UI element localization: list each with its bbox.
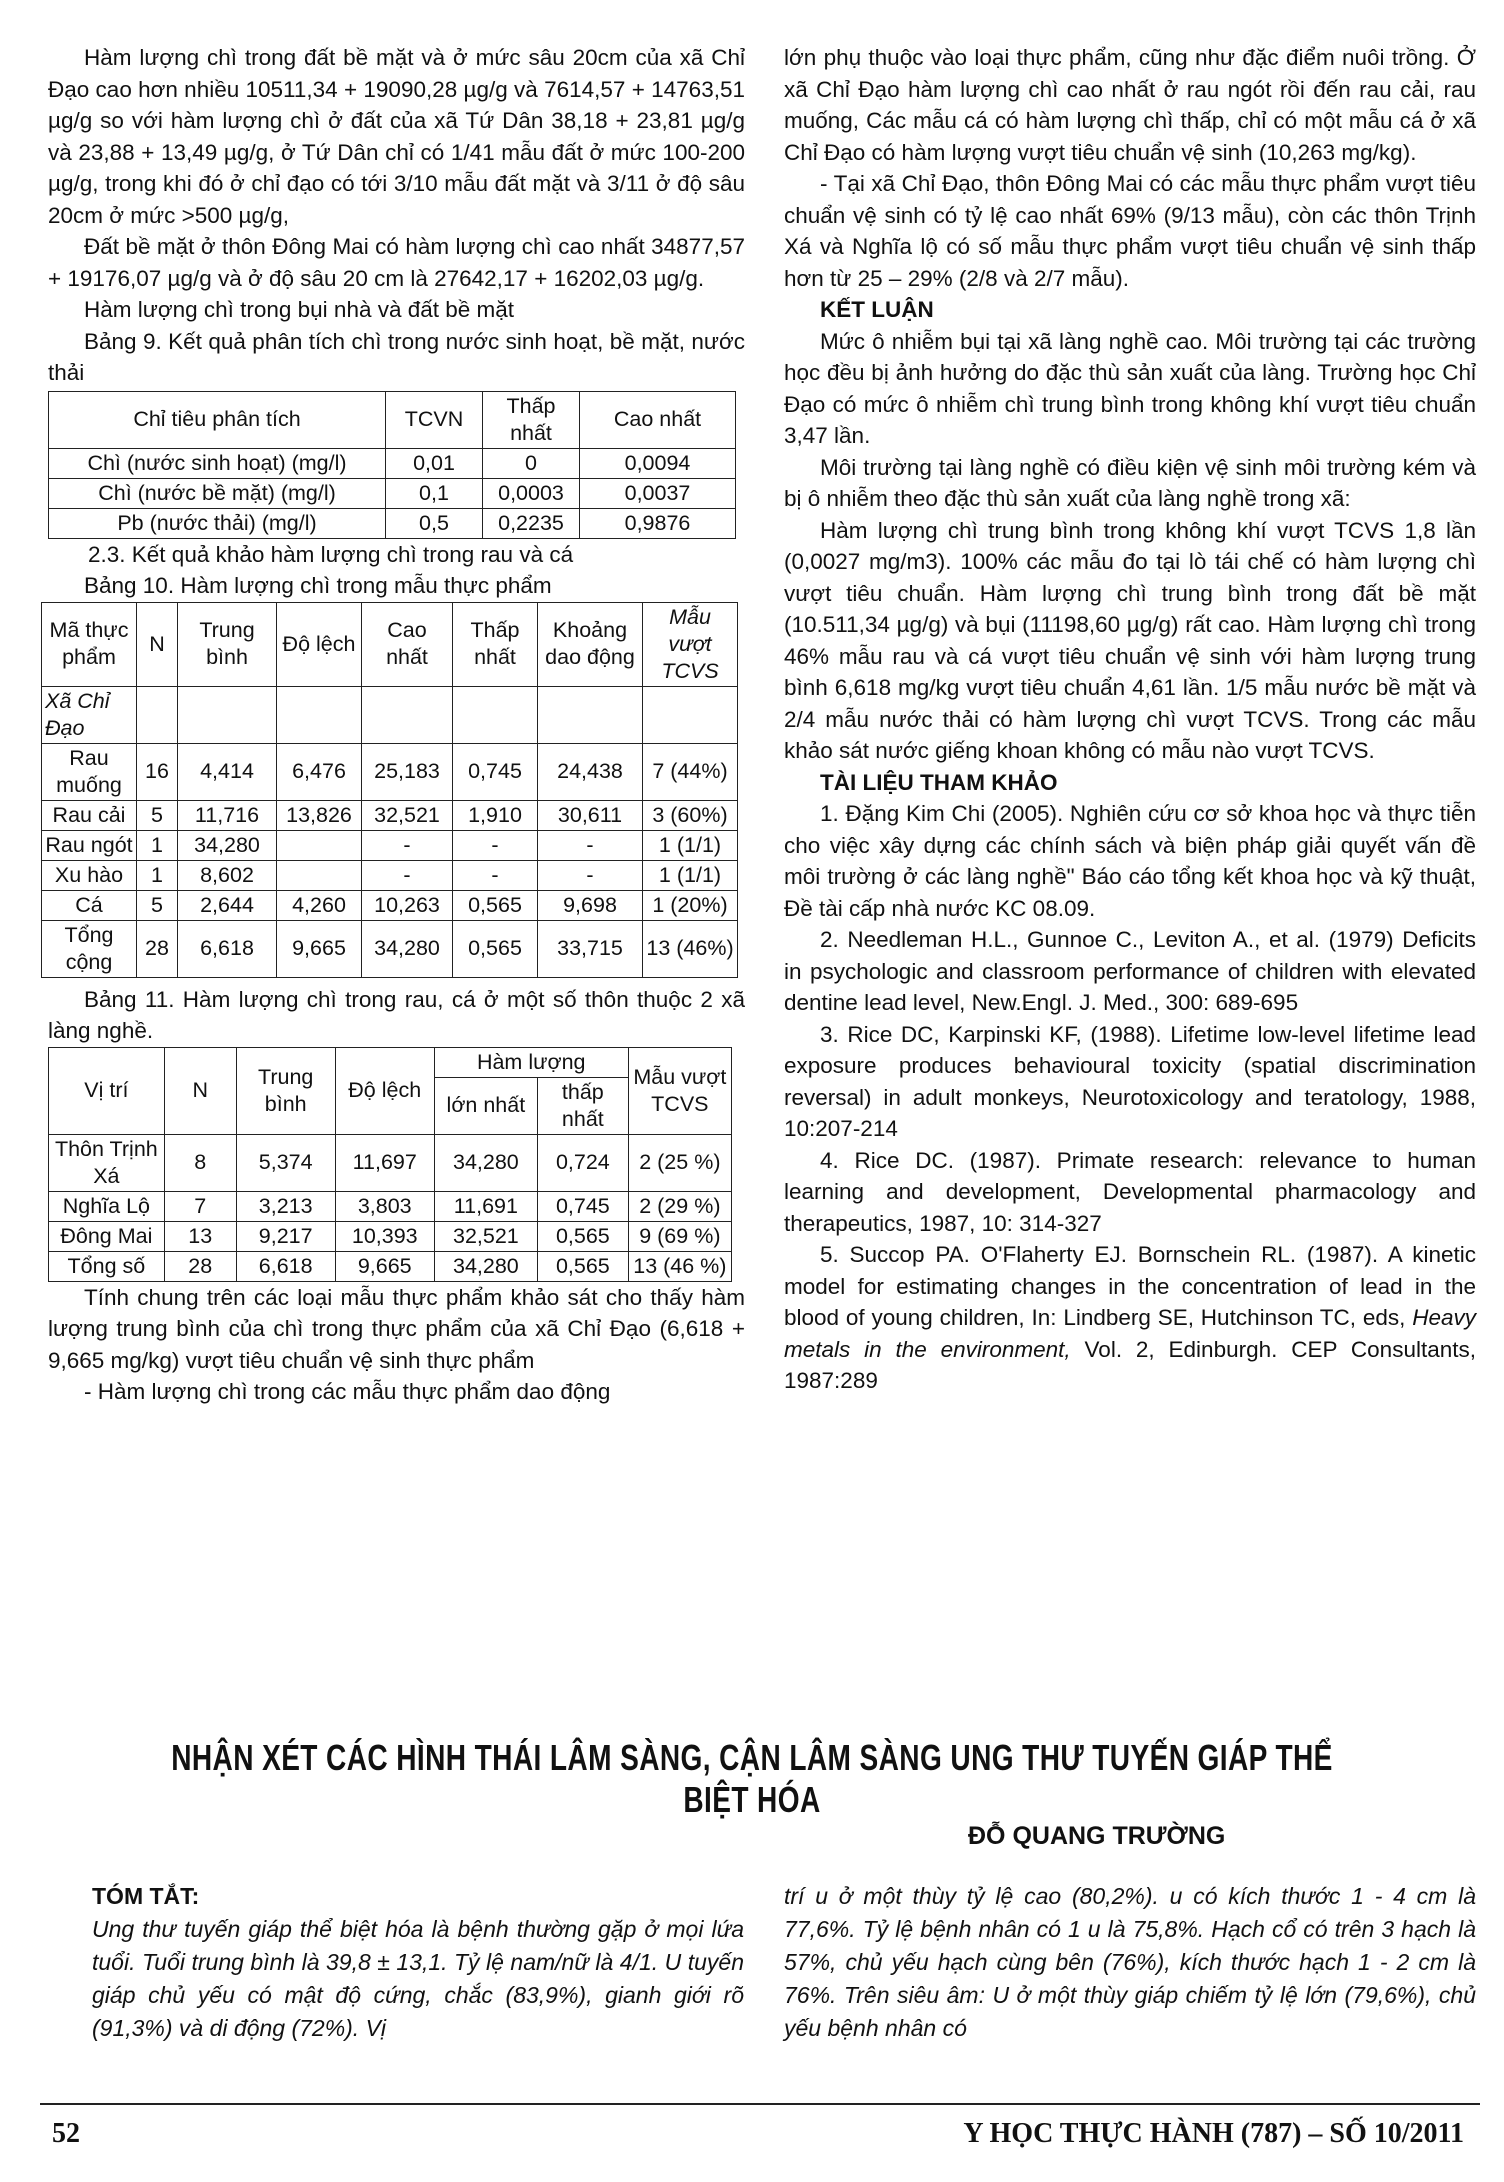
table-cell: 9,698 — [538, 890, 643, 920]
table-row — [42, 830, 738, 860]
reference-item: 2. Needleman H.L., Gunnoe C., Leviton A., et al. (1979) Deficits in psychologic and classroom performance of children with elevated dentine lead level, New.Engl. J. Med., 300: 689-695 — [784, 927, 1476, 1015]
table-cell: 0,724 — [537, 1134, 628, 1191]
table-cell: 2 (25 %) — [628, 1134, 731, 1191]
reference-book-title: Heavy metals in the environment, — [784, 1305, 1476, 1362]
left-column — [45, 42, 745, 1408]
table-cell: 0,9876 — [580, 508, 736, 538]
table-cell: Nghĩa Lộ — [49, 1191, 165, 1221]
reference-item: 1. Đặng Kim Chi (2005). Nghiên cứu cơ sở khoa học và thực tiễn cho việc xây dựng các chính sách và biện pháp giải quyết vấn đề môi trường ở các làng nghề" Báo cáo tổng kết khoa học và kỹ thuật, Đề tài cấp nhà nước KC 08.09. — [784, 801, 1476, 921]
paragraph: Đất bề mặt ở thôn Đông Mai có hàm lượng chì cao nhất 34877,57 + 19176,07 µg/g và ở độ sâu 20 cm là 27642,17 + 16202,03 µg/g. — [48, 234, 745, 291]
table-cell: Xu hào — [42, 860, 137, 890]
table11-caption: Bảng 11. Hàm lượng chì trong rau, cá ở một số thôn thuộc 2 xã làng nghề. — [48, 986, 745, 1043]
table-row — [49, 508, 736, 538]
table-cell: - — [362, 860, 453, 890]
table-cell: 0 — [483, 448, 580, 478]
table-group-row — [42, 686, 738, 743]
table-cell: 1 (20%) — [643, 890, 738, 920]
table-header: lớn nhất — [434, 1077, 537, 1134]
table-cell: Chì (nước sinh hoạt) (mg/l) — [49, 448, 386, 478]
table-cell: 34,280 — [178, 830, 277, 860]
table10 — [41, 602, 738, 978]
table-cell: Rau cải — [42, 800, 137, 830]
table-cell: 5 — [137, 890, 178, 920]
subheading: Hàm lượng chì trong bụi nhà và đất bề mặt — [84, 297, 515, 322]
table-header-row — [49, 391, 736, 448]
paragraph: Hàm lượng chì trung bình trong không khí vượt TCVS 1,8 lần (0,0027 mg/m3). 100% các mẫu đo tại lò tái chế có hàm lượng chì vượt tiêu chuẩn. Hàm lượng chì trung bình trong đất bề mặt (10.511,34 µg/g) và bụi (11198,60 µg/g) rất cao. Hàm lượng chì trong 46% mẫu rau và cá vượt tiêu chuẩn vệ sinh với hàm lượng trung bình 6,618 mg/kg vượt tiêu chuẩn 4,61 lần. 1/5 mẫu nước bề mặt và 2/4 mẫu nước thải có hàm lượng chì vượt TCVS. Trong các mẫu khảo sát nước giếng khoan không có mẫu nào vượt TCVS. — [784, 517, 1476, 763]
footer-divider — [40, 2103, 1480, 2105]
paragraph: Môi trường tại làng nghề có điều kiện vệ sinh môi trường kém và bị ô nhiễm theo đặc thù sản xuất của làng nghề trong xã: — [784, 454, 1476, 511]
conclusion-heading: KẾT LUẬN — [820, 297, 934, 322]
table-cell: 6,476 — [277, 743, 362, 800]
table-cell: 9 (69 %) — [628, 1221, 731, 1251]
table-cell: 11,697 — [335, 1134, 434, 1191]
table-cell: 25,183 — [362, 743, 453, 800]
table-cell: 0,01 — [386, 448, 483, 478]
table-cell: 0,745 — [453, 743, 538, 800]
table-cell: 16 — [137, 743, 178, 800]
section-heading: 2.3. Kết quả khảo hàm lượng chì trong rau và cá — [88, 541, 574, 567]
table-cell: 0,565 — [537, 1251, 628, 1281]
paragraph: Mức ô nhiễm bụi tại xã làng nghề cao. Môi trường tại các trường học đều bị ảnh hưởng do đặc thù sản xuất của làng. Trường học Chỉ Đạo có mức ô nhiễm chì trung bình trong không khí vượt tiêu chuẩn 3,47 lần. — [784, 328, 1476, 448]
abstract-heading: TÓM TẮT: — [92, 1883, 200, 1909]
table-header: Mẫu vượt TCVS — [643, 602, 738, 686]
table-header: Mẫu vượt TCVS — [628, 1047, 731, 1134]
table-cell: 10,263 — [362, 890, 453, 920]
table-row — [49, 448, 736, 478]
table-cell: 6,618 — [178, 920, 277, 977]
abstract-right: trí u ở một thùy tỷ lệ cao (80,2%). u có kích thước 1 - 4 cm là 77,6%. Tỷ lệ bệnh nhân có 1 u là 75,8%. Hạch cổ có trên 3 hạch là 57%, chủ yếu hạch cùng bên (76%), kích thước hạch 1 - 2 cm là 76%. Trên siêu âm: U ở một thùy giáp chiếm tỷ lệ lớn (79,6%), chủ yếu bệnh nhân có — [784, 1883, 1476, 2041]
references-heading: TÀI LIỆU THAM KHẢO — [820, 769, 1058, 795]
table-cell: 28 — [137, 920, 178, 977]
table-cell: 13,826 — [277, 800, 362, 830]
table-header: Chỉ tiêu phân tích — [49, 391, 386, 448]
table-cell: 13 (46%) — [643, 920, 738, 977]
table-cell: - — [538, 830, 643, 860]
table-cell: 0,565 — [537, 1221, 628, 1251]
table-cell: 0,565 — [453, 920, 538, 977]
table-row — [42, 743, 738, 800]
table-cell: 0,0094 — [580, 448, 736, 478]
table-cell: 32,521 — [362, 800, 453, 830]
table-header: Vị trí — [49, 1047, 165, 1134]
table-cell: 5 — [137, 800, 178, 830]
table-cell: Đông Mai — [49, 1221, 165, 1251]
table-row — [49, 1191, 732, 1221]
table-cell: 1,910 — [453, 800, 538, 830]
table-cell: 3,213 — [236, 1191, 335, 1221]
table-cell: 11,716 — [178, 800, 277, 830]
table-row — [42, 890, 738, 920]
table-header-row — [42, 602, 738, 686]
table-cell: 4,260 — [277, 890, 362, 920]
table-cell: Cá — [42, 890, 137, 920]
table-header-row — [49, 1047, 732, 1077]
table-cell: 24,438 — [538, 743, 643, 800]
table-cell: 2,644 — [178, 890, 277, 920]
article-author: ĐỖ QUANG TRƯỜNG — [968, 1822, 1226, 1850]
table-cell: 6,618 — [236, 1251, 335, 1281]
table-group-label: Xã Chỉ Đạo — [42, 686, 137, 743]
table-cell: 0,745 — [537, 1191, 628, 1221]
abstract-left — [92, 1880, 744, 2045]
table-cell: - — [538, 860, 643, 890]
table-cell: Tổng cộng — [42, 920, 137, 977]
table-cell: - — [453, 860, 538, 890]
table9 — [48, 391, 736, 539]
table11 — [48, 1047, 732, 1282]
paragraph: Tính chung trên các loại mẫu thực phẩm khảo sát cho thấy hàm lượng trung bình của chì trong thực phẩm của xã Chỉ Đạo (6,618 + 9,665 mg/kg) vượt tiêu chuẩn vệ sinh thực phẩm — [48, 1284, 745, 1373]
table-cell: 13 — [164, 1221, 236, 1251]
table-cell: 32,521 — [434, 1221, 537, 1251]
table-header: Độ lệch — [277, 602, 362, 686]
table-header: Khoảng dao động — [538, 602, 643, 686]
table-cell: 1 — [137, 860, 178, 890]
table-cell: 7 (44%) — [643, 743, 738, 800]
table-row — [42, 800, 738, 830]
paragraph: Hàm lượng chì trong đất bề mặt và ở mức sâu 20cm của xã Chỉ Đạo cao hơn nhiều 10511,34 + 19090,28 µg/g và 7614,57 + 14763,51 µg/g so với hàm lượng chì ở đất của xã Tứ Dân 38,18 + 23,81 µg/g và 23,88 + 13,49 µg/g, ở Tứ Dân chỉ có 1/41 mẫu đất ở mức 100-200 µg/g, trong khi đó ở chỉ đạo có tới 3/10 mẫu đất mặt và 3/11 ở độ sâu 20cm ở mức >500 µg/g, — [48, 45, 745, 228]
table-cell: 30,611 — [538, 800, 643, 830]
table-row — [49, 1134, 732, 1191]
table-cell: 7 — [164, 1191, 236, 1221]
reference-item — [784, 1239, 1476, 1397]
table-cell: 1 — [137, 830, 178, 860]
table-cell: Thôn Trịnh Xá — [49, 1134, 165, 1191]
table-header: Cao nhất — [580, 391, 736, 448]
table-cell: 0,0037 — [580, 478, 736, 508]
table-cell: 9,217 — [236, 1221, 335, 1251]
table-header: N — [137, 602, 178, 686]
table-header: thấp nhất — [537, 1077, 628, 1134]
table-cell: 0,565 — [453, 890, 538, 920]
table9-caption: Bảng 9. Kết quả phân tích chì trong nước sinh hoạt, bề mặt, nước thải — [48, 328, 745, 385]
table-cell — [277, 830, 362, 860]
table-cell: - — [453, 830, 538, 860]
table-cell: 2 (29 %) — [628, 1191, 731, 1221]
table-row — [42, 860, 738, 890]
table-cell: 11,691 — [434, 1191, 537, 1221]
paragraph: lớn phụ thuộc vào loại thực phẩm, cũng như đặc điểm nuôi trồng. Ở xã Chỉ Đạo hàm lượng chì cao nhất ở rau ngót rồi đến rau cải, rau muống, Các mẫu cá có hàm lượng chì thấp, chỉ có một mẫu cá ở xã Chỉ Đạo có hàm lượng vượt tiêu chuẩn vệ sinh (10,263 mg/kg). — [784, 45, 1476, 165]
table-row — [42, 920, 738, 977]
table-cell: 3 (60%) — [643, 800, 738, 830]
table-cell: 33,715 — [538, 920, 643, 977]
reference-item: 3. Rice DC, Karpinski KF, (1988). Lifetime low-level lifetime lead exposure produces behavioural toxicity (spatial discrimination reversal) in adult monkeys, Neurotoxicology and teratology, 1988, 10:207-214 — [784, 1021, 1476, 1141]
reference-item: 4. Rice DC. (1987). Primate research: relevance to human learning and development, Developmental pharmacology and therapeutics, 1987, 10: 314-327 — [784, 1147, 1476, 1236]
table-cell: Rau ngót — [42, 830, 137, 860]
table-header: Thấp nhất — [483, 391, 580, 448]
table-cell: Rau muống — [42, 743, 137, 800]
table-cell: 8 — [164, 1134, 236, 1191]
journal-name: Y HỌC THỰC HÀNH (787) – SỐ 10/2011 — [963, 2118, 1464, 2149]
table-cell: 9,665 — [335, 1251, 434, 1281]
table-cell: 4,414 — [178, 743, 277, 800]
table-cell: 34,280 — [434, 1134, 537, 1191]
abstract-text: Ung thư tuyến giáp thể biệt hóa là bệnh thường gặp ở mọi lứa tuổi. Tuổi trung bình là 39,8 ± 13,1. Tỷ lệ nam/nữ là 4/1. U tuyến giáp chủ yếu có mật độ cứng, chắc (83,9%), gianh giới rõ (91,3%) và di động (72%). Vị — [92, 1916, 744, 2041]
table-cell: 9,665 — [277, 920, 362, 977]
table-header: Độ lệch — [335, 1047, 434, 1134]
table-header: Trung bình — [178, 602, 277, 686]
table-header: N — [164, 1047, 236, 1134]
table-header: TCVN — [386, 391, 483, 448]
table-cell: 0,0003 — [483, 478, 580, 508]
right-column — [784, 42, 1476, 1397]
table-cell: 13 (46 %) — [628, 1251, 731, 1281]
table-header: Trung bình — [236, 1047, 335, 1134]
table-row — [49, 478, 736, 508]
table10-caption: Bảng 10. Hàm lượng chì trong mẫu thực phẩm — [84, 573, 552, 598]
table-cell: 8,602 — [178, 860, 277, 890]
table-header: Cao nhất — [362, 602, 453, 686]
table-cell: Chì (nước bề mặt) (mg/l) — [49, 478, 386, 508]
paragraph: - Hàm lượng chì trong các mẫu thực phẩm dao động — [84, 1379, 611, 1404]
article-title: NHẬN XÉT CÁC HÌNH THÁI LÂM SÀNG, CẬN LÂM SÀNG UNG THƯ TUYẾN GIÁP THỂ BIỆT HÓA — [171, 1737, 1333, 1820]
reference-text: 5. Succop PA. O'Flaherty EJ. Bornschein RL. (1987). A kinetic model for estimating changes in the concentration of lead in the blood of young children, In: Lindberg SE, Hutchinson TC, eds, — [784, 1242, 1476, 1330]
table-cell: 28 — [164, 1251, 236, 1281]
table-cell: 34,280 — [362, 920, 453, 977]
table-cell: 0,2235 — [483, 508, 580, 538]
table-cell: 5,374 — [236, 1134, 335, 1191]
table-cell: 1 (1/1) — [643, 860, 738, 890]
table-row — [49, 1251, 732, 1281]
page-number: 52 — [52, 2118, 80, 2149]
table-header: Thấp nhất — [453, 602, 538, 686]
table-header: Hàm lượng — [434, 1047, 628, 1077]
paragraph: - Tại xã Chỉ Đạo, thôn Đông Mai có các mẫu thực phẩm vượt tiêu chuẩn vệ sinh có tỷ lệ cao nhất 69% (9/13 mẫu), còn các thôn Trịnh Xá và Nghĩa lộ có số mẫu thực phẩm vượt tiêu chuẩn vệ sinh thấp hơn từ 25 – 29% (2/8 và 2/7 mẫu). — [784, 171, 1476, 291]
reference-text: Vol. 2, Edinburgh. CEP Consultants, 1987:289 — [784, 1336, 1476, 1393]
table-cell: 10,393 — [335, 1221, 434, 1251]
table-row — [49, 1221, 732, 1251]
table-cell: 1 (1/1) — [643, 830, 738, 860]
table-cell: Pb (nước thải) (mg/l) — [49, 508, 386, 538]
table-cell: Tổng số — [49, 1251, 165, 1281]
table-cell: 3,803 — [335, 1191, 434, 1221]
table-cell: - — [362, 830, 453, 860]
table-cell: 34,280 — [434, 1251, 537, 1281]
table-cell: 0,1 — [386, 478, 483, 508]
table-cell: 0,5 — [386, 508, 483, 538]
table-cell — [277, 860, 362, 890]
table-header: Mã thực phẩm — [42, 602, 137, 686]
